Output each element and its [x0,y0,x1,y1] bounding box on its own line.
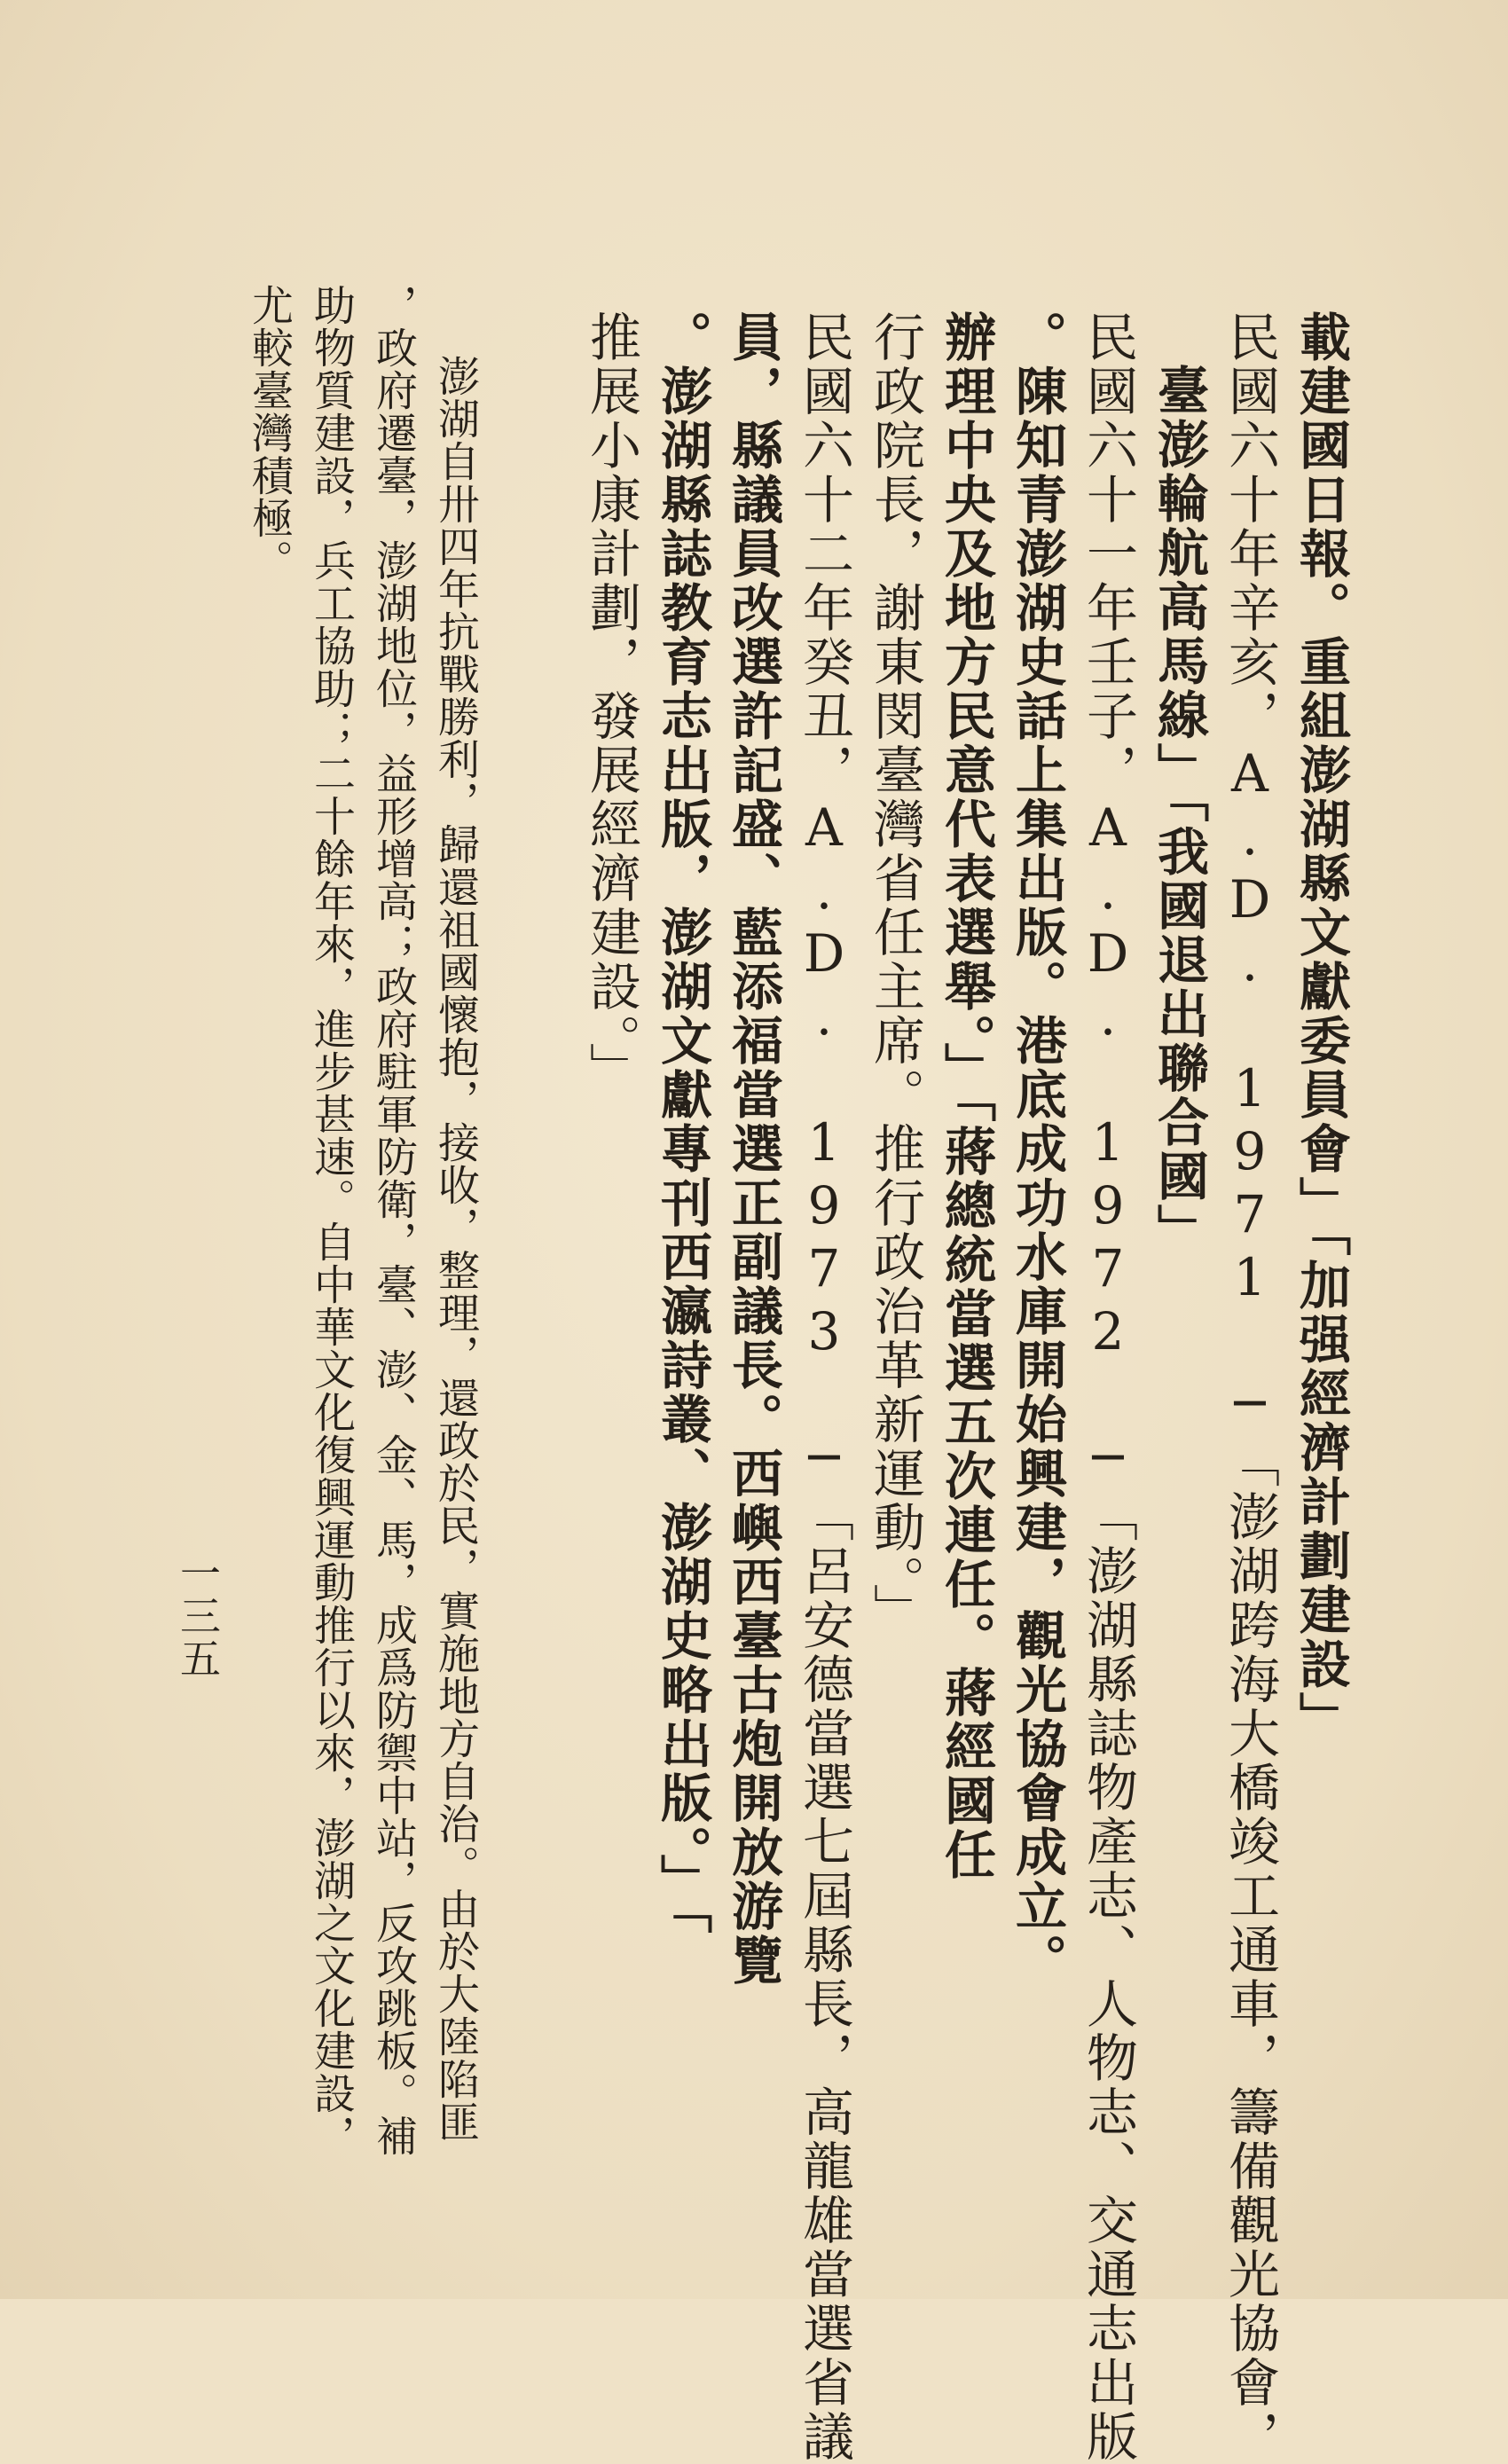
text-column-5: 。陳知青澎湖史話上集出版。港底成功水庫開始興建，觀光協會成立。 [1007,310,1067,1988]
small-column-1: 澎湖自卅四年抗戰勝利，歸還祖國懷抱，接收，整理，還政於民，實施地方自治。由於大陸陷匪 [431,355,480,2143]
text-column-2: 民國六十年辛亥，A.D. 1971 ─「澎湖跨海大橋竣工通車，籌備觀光協會， [1220,310,1280,2464]
text-column-4: 民國六十一年壬子，A.D. 1972 ─「澎湖縣誌物產志、人物志、交通志出版 [1078,310,1138,2464]
text-column-3: 臺澎輪航高馬線」「我國退出聯合國」 [1149,364,1209,1258]
text-column-9: 員，縣議員改選許記盛、藍添福當選正副議長。西嶼西臺古炮開放游覽 [723,310,783,1988]
text-column-8: 民國六十二年癸丑，A.D. 1973 ─「呂安德當選七屆縣長，高龍雄當選省議 [794,310,854,2464]
small-column-3: 助物質建設，兵工協助；二十餘年來，進步甚速。自中華文化復興運動推行以來，澎湖之文化建設， [307,284,356,2157]
text-column-6: 辦理中央及地方民意代表選舉。」「蔣總統當選五次連任。蔣經國任 [936,310,996,1882]
page-number: 一三五 [174,1552,222,1680]
small-column-2: ，政府遷臺，澎湖地位，益形增高；政府駐軍防衛，臺、澎、金、馬，成爲防禦中站，反攻跳板。補 [369,284,418,2157]
text-column-1: 載建國日報。重組澎湖縣文獻委員會」「加强經濟計劃建設」 [1291,310,1351,1746]
text-column-7: 行政院長，謝東閔臺灣省任主席。推行政治革新運動。」 [865,310,925,1637]
small-column-4: 尤較臺灣積極。 [245,284,294,582]
text-column-10: 。澎湖縣誌教育志出版，澎湖文獻專刊西瀛詩叢、澎湖史略出版。」「 [652,310,712,1936]
text-column-11: 推展小康計劃，發展經濟建設。」 [581,310,641,1096]
